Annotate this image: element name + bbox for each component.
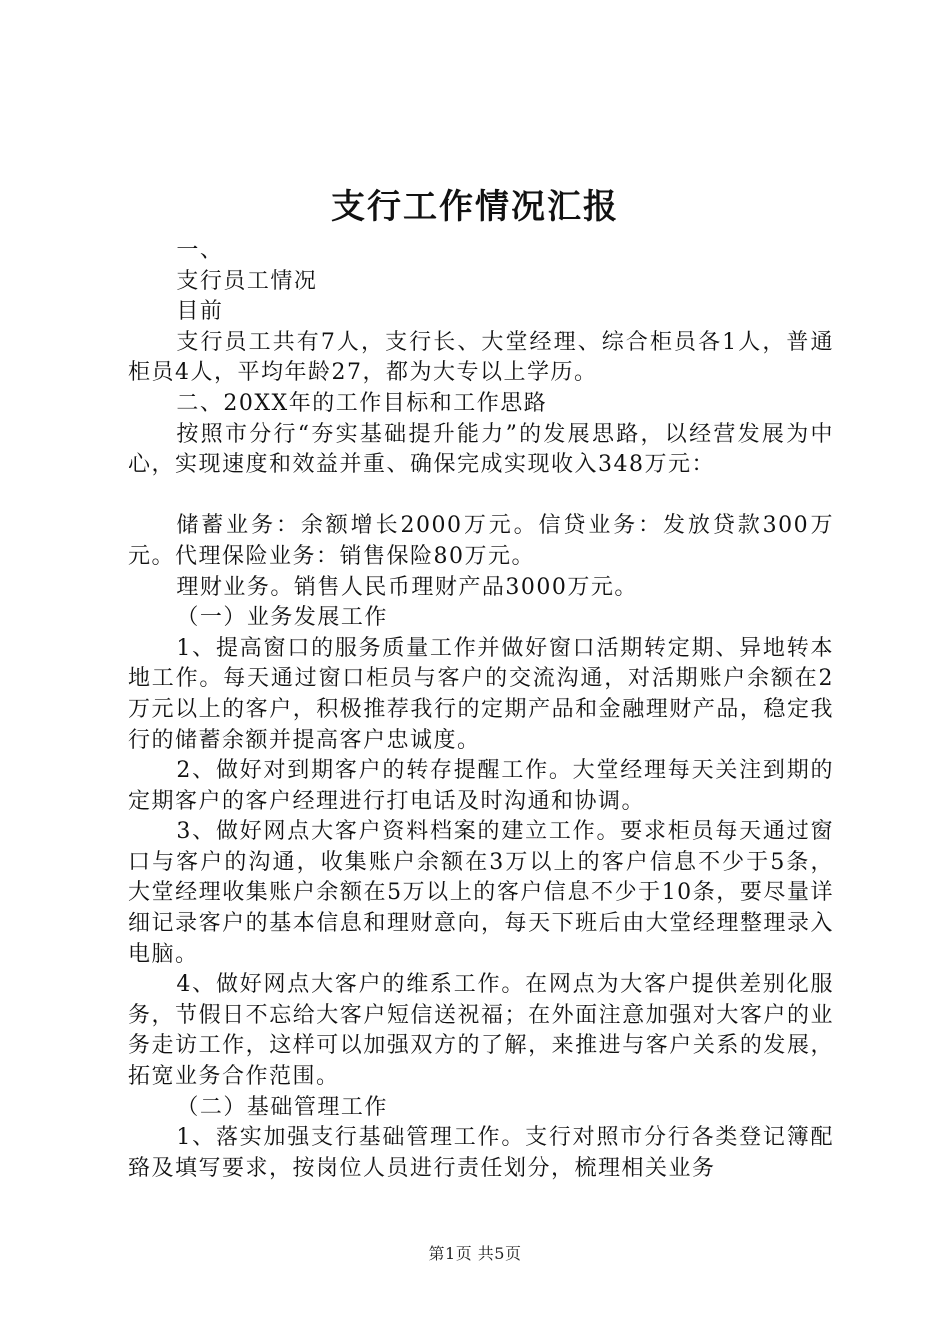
document-title: 支行工作情况汇报 xyxy=(331,187,619,227)
paragraph: 理财业务。销售人民币理财产品3000万元。 xyxy=(176,574,638,600)
paragraph: 储蓄业务：余额增长2000万元。信贷业务：发放贷款300万元。代理保险业务：销售保险80万元。 xyxy=(128,513,834,569)
section-heading: 一、 xyxy=(176,238,224,263)
paragraph: 2、做好对到期客户的转存提醒工作。大堂经理每天关注到期的定期客户的客户经理进行打电话及时沟通和协调。 xyxy=(128,758,834,814)
section-heading: 二、20XX年的工作目标和工作思路 xyxy=(176,390,548,416)
paragraph: 支行员工共有7人，支行长、大堂经理、综合柜员各1人，普通柜员4人，平均年龄27，都为大专以上学历。 xyxy=(128,329,834,386)
page-footer: 第1页 共5页 xyxy=(428,1244,522,1263)
subsection-heading: （二）基础管理工作 xyxy=(176,1094,388,1120)
document-body xyxy=(128,236,834,1184)
subsection-heading: （一）业务发展工作 xyxy=(176,605,388,631)
paragraph: 3、做好网点大客户资料档案的建立工作。要求柜员每天通过窗口与客户的沟通，收集账户余额在3万以上的客户信息不少于5条，大堂经理收集账户余额在5万以上的客户信息不少于10条，要尽量详细记录客户的基本信息和理财意向，每天下班后由大堂经理整理录入电脑。 xyxy=(128,819,834,967)
paragraph: 1、提高窗口的服务质量工作并做好窗口活期转定期、异地转本地工作。每天通过窗口柜员与客户的交流沟通，对活期账户余额在2万元以上的客户，积极推荐我行的定期产品和金融理财产品，稳定我行的储蓄余额并提高客户忠诚度。 xyxy=(128,635,834,753)
paragraph: 4、做好网点大客户的维系工作。在网点为大客户提供差别化服务，节假日不忘给大客户短信送祝福；在外面注意加强对大客户的业务走访工作，这样可以加强双方的了解，来推进与客户关系的发展，拓宽业务合作范围。 xyxy=(128,972,834,1090)
paragraph: 1、落实加强支行基础管理工作。支行对照市分行各类登记簿配臵及填写要求，按岗位人员进行责任划分，梳理相关业务 xyxy=(128,1125,834,1181)
subsection-heading: 支行员工情况 xyxy=(176,268,318,294)
paragraph: 按照市分行“夯实基础提升能力”的发展思路，以经营发展为中心，实现速度和效益并重、确保完成实现收入348万元： xyxy=(128,421,834,478)
paragraph: 目前 xyxy=(176,299,224,325)
